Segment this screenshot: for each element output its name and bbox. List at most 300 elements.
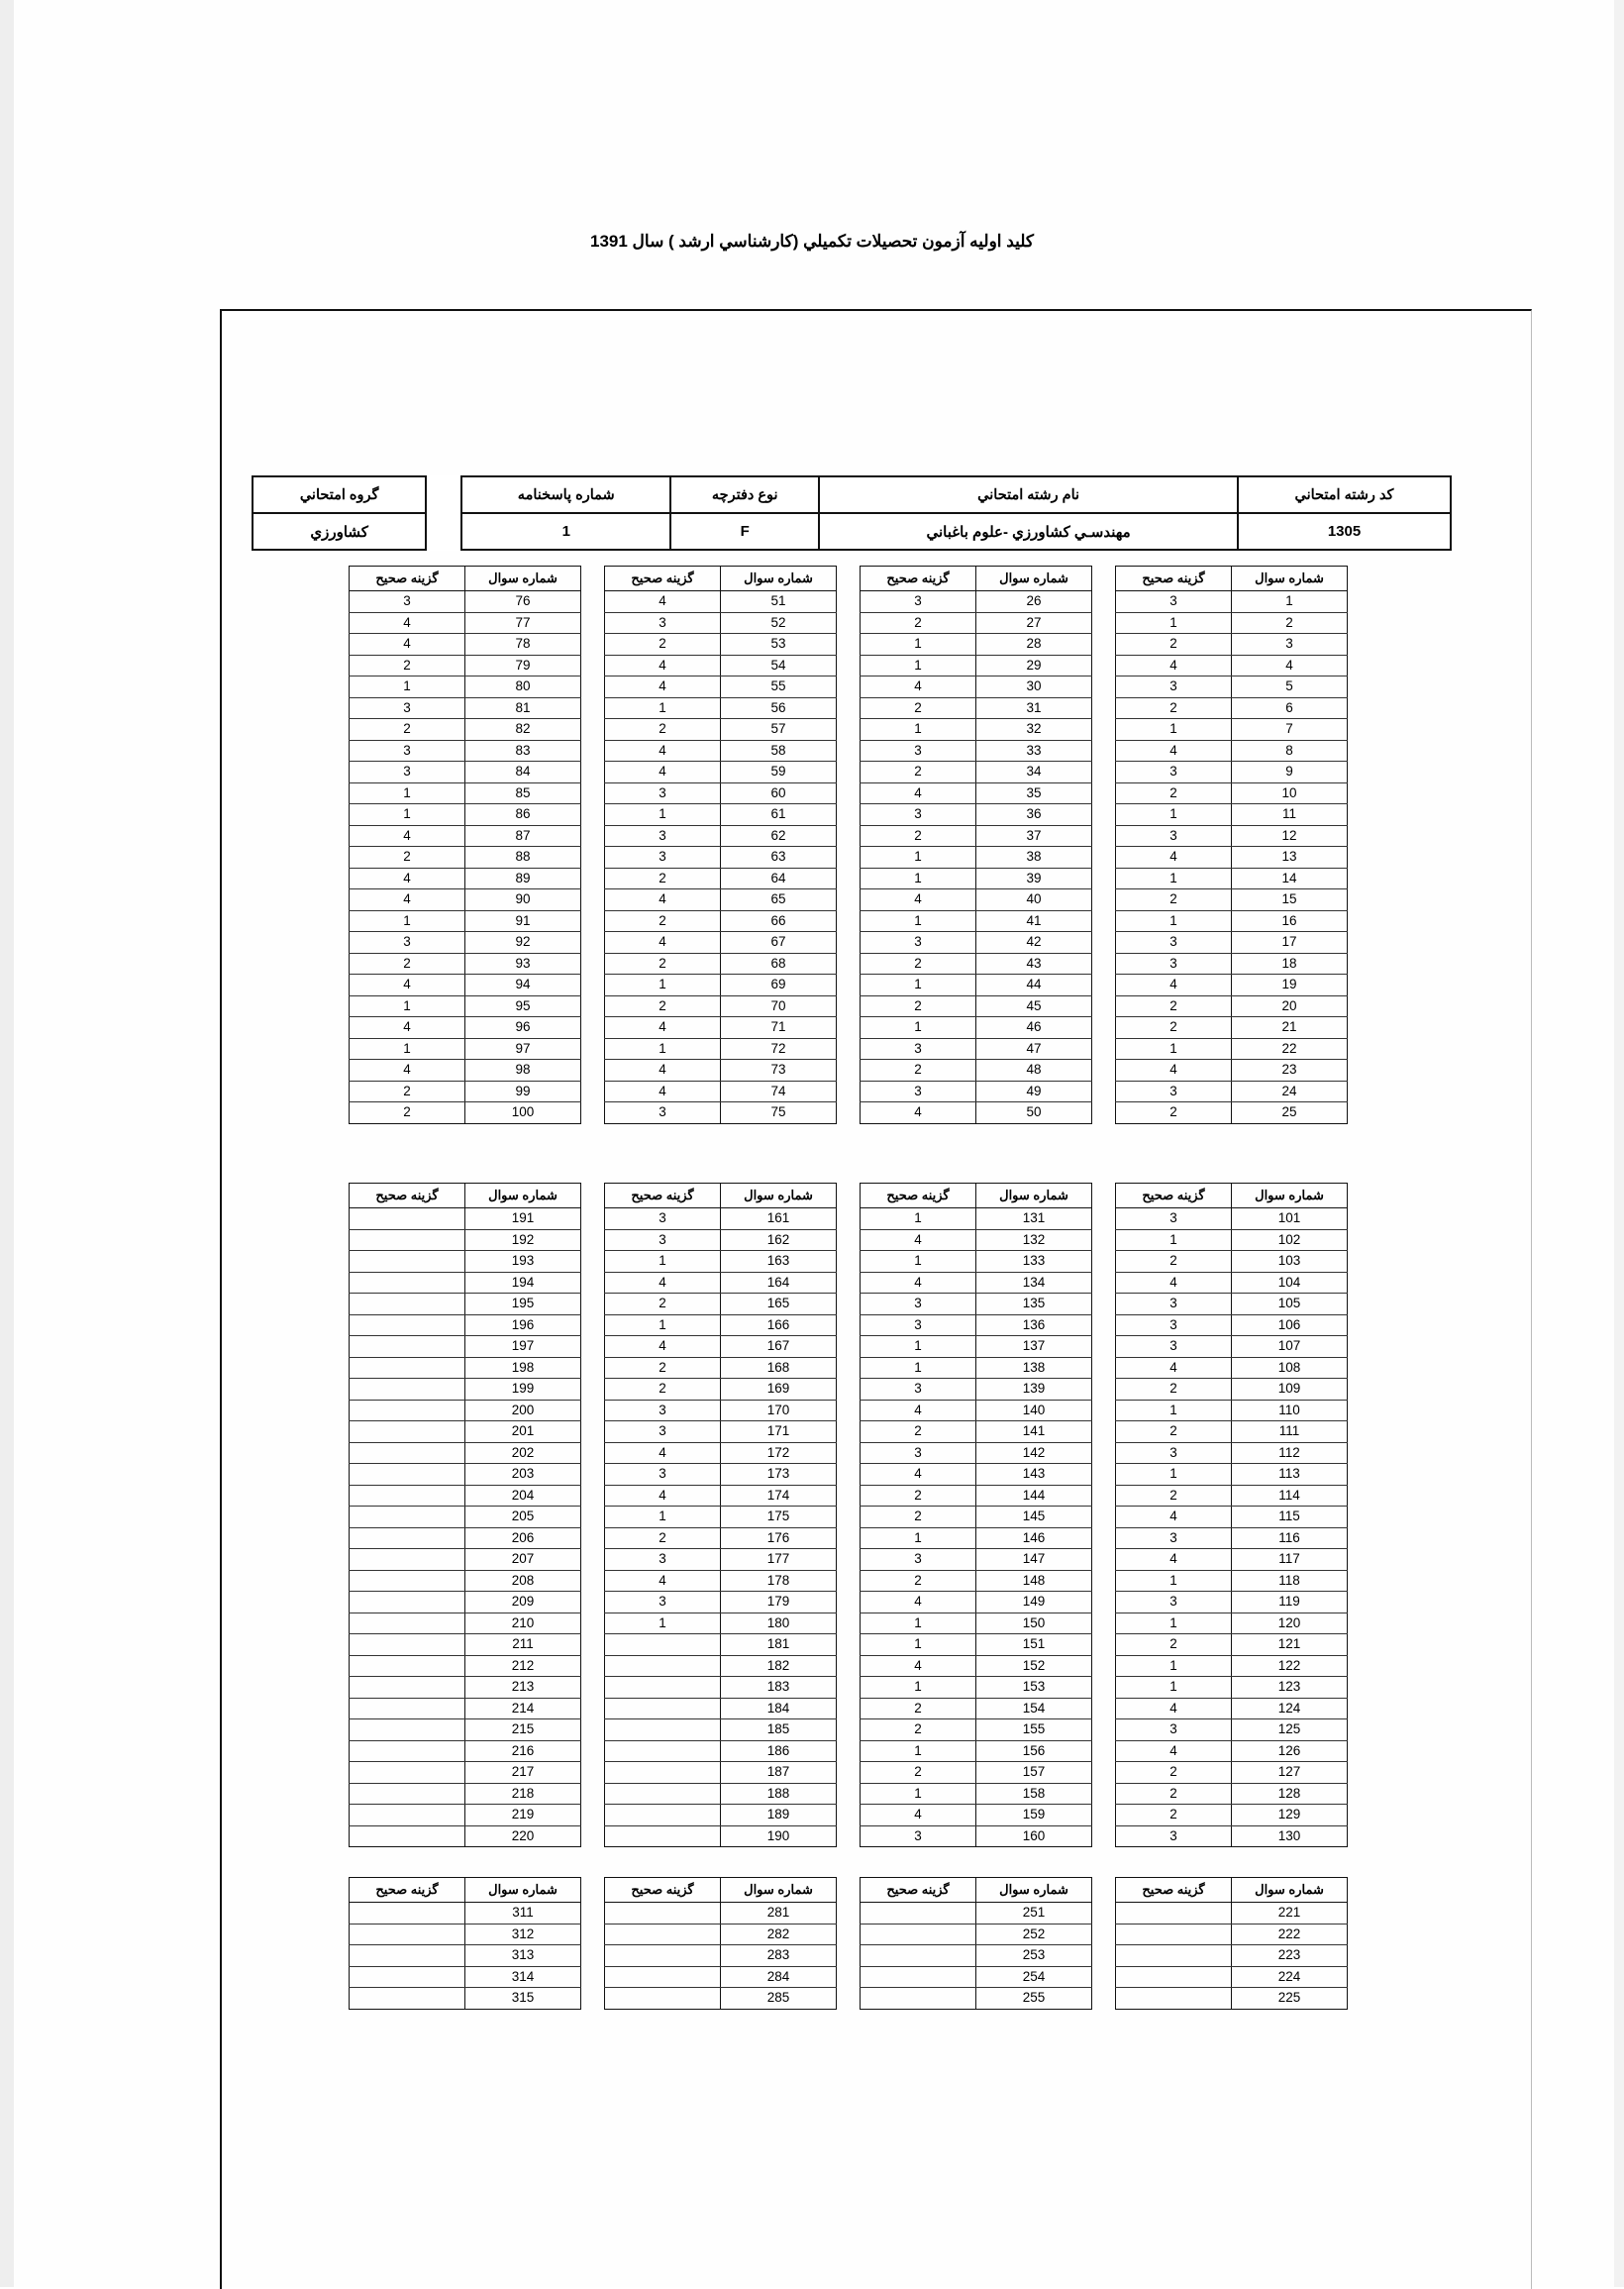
correct-option-cell: 3 bbox=[605, 1421, 721, 1443]
question-number-cell: 169 bbox=[721, 1379, 837, 1401]
question-number-cell: 41 bbox=[976, 910, 1092, 932]
table-row bbox=[1116, 1208, 1348, 1230]
table-row bbox=[605, 1783, 837, 1805]
correct-option-cell: 3 bbox=[605, 1102, 721, 1124]
question-number-cell: 88 bbox=[465, 847, 581, 869]
table-row bbox=[1116, 1634, 1348, 1656]
correct-option-cell: 3 bbox=[1116, 1314, 1232, 1336]
correct-option-cell: 2 bbox=[861, 995, 976, 1017]
correct-option-cell: 2 bbox=[605, 995, 721, 1017]
table-row bbox=[605, 1060, 837, 1082]
question-number-cell: 80 bbox=[465, 676, 581, 698]
correct-option-cell: 4 bbox=[861, 1655, 976, 1677]
question-number-cell: 126 bbox=[1232, 1740, 1348, 1762]
table-row bbox=[350, 1945, 581, 1967]
table-row bbox=[1116, 762, 1348, 783]
correct-option-cell bbox=[861, 1988, 976, 2010]
correct-option-cell: 3 bbox=[861, 1314, 976, 1336]
table-row bbox=[861, 1762, 1092, 1784]
correct-option-cell: 1 bbox=[350, 676, 465, 698]
correct-option-cell bbox=[350, 1698, 465, 1719]
question-number-cell: 116 bbox=[1232, 1527, 1348, 1549]
table-row bbox=[1116, 1272, 1348, 1294]
table-row bbox=[1116, 1464, 1348, 1486]
table-row bbox=[1116, 740, 1348, 762]
table-row bbox=[350, 1229, 581, 1251]
question-number-cell: 58 bbox=[721, 740, 837, 762]
table-row bbox=[1116, 804, 1348, 826]
question-number-cell: 26 bbox=[976, 591, 1092, 613]
table-row bbox=[1116, 1924, 1348, 1945]
question-number-cell: 90 bbox=[465, 889, 581, 911]
header-gap-2 bbox=[426, 513, 461, 550]
question-number-cell: 38 bbox=[976, 847, 1092, 869]
table-row bbox=[861, 1924, 1092, 1945]
answer-column bbox=[604, 1877, 837, 2010]
question-number-cell: 200 bbox=[465, 1400, 581, 1421]
correct-option-cell: 4 bbox=[350, 975, 465, 996]
question-number-cell: 178 bbox=[721, 1570, 837, 1592]
table-row bbox=[1116, 1698, 1348, 1719]
table-row bbox=[1116, 1336, 1348, 1358]
table-row bbox=[605, 1903, 837, 1925]
question-number-cell: 114 bbox=[1232, 1485, 1348, 1507]
question-number-cell: 21 bbox=[1232, 1017, 1348, 1039]
correct-option-cell bbox=[350, 1294, 465, 1315]
table-row bbox=[605, 782, 837, 804]
table-row bbox=[350, 1081, 581, 1102]
correct-option-cell bbox=[350, 1464, 465, 1486]
question-number-cell: 315 bbox=[465, 1988, 581, 2010]
correct-option-cell: 3 bbox=[605, 1400, 721, 1421]
correct-option-cell: 4 bbox=[1116, 1357, 1232, 1379]
question-number-cell: 215 bbox=[465, 1719, 581, 1741]
label-answersheet-number: شماره پاسخنامه bbox=[461, 476, 670, 513]
correct-option-cell: 3 bbox=[861, 932, 976, 954]
question-number-cell: 159 bbox=[976, 1805, 1092, 1826]
correct-option-cell bbox=[350, 1903, 465, 1925]
table-row bbox=[350, 1966, 581, 1988]
question-number-cell: 137 bbox=[976, 1336, 1092, 1358]
question-number-cell: 255 bbox=[976, 1988, 1092, 2010]
correct-option-cell bbox=[605, 1740, 721, 1762]
correct-option-cell bbox=[605, 1988, 721, 2010]
question-number-cell: 15 bbox=[1232, 889, 1348, 911]
table-row bbox=[350, 1988, 581, 2010]
table-row bbox=[1116, 697, 1348, 719]
table-row bbox=[605, 1527, 837, 1549]
column-header-answer: گزينه صحيح bbox=[1116, 567, 1232, 591]
table-row bbox=[861, 762, 1092, 783]
correct-option-cell: 4 bbox=[605, 591, 721, 613]
question-number-cell: 23 bbox=[1232, 1060, 1348, 1082]
table-row bbox=[1116, 1294, 1348, 1315]
question-number-cell: 102 bbox=[1232, 1229, 1348, 1251]
question-number-cell: 56 bbox=[721, 697, 837, 719]
answer-key-table bbox=[349, 1877, 581, 2010]
table-row bbox=[605, 1314, 837, 1336]
answer-column bbox=[604, 566, 837, 1124]
correct-option-cell: 3 bbox=[605, 1208, 721, 1230]
table-row bbox=[605, 953, 837, 975]
table-row bbox=[1116, 1527, 1348, 1549]
question-number-cell: 45 bbox=[976, 995, 1092, 1017]
correct-option-cell bbox=[350, 1357, 465, 1379]
table-row bbox=[1116, 953, 1348, 975]
column-header-question: شماره سوال bbox=[976, 567, 1092, 591]
value-field-code: 1305 bbox=[1238, 513, 1451, 550]
question-number-cell: 46 bbox=[976, 1017, 1092, 1039]
column-header-question: شماره سوال bbox=[721, 567, 837, 591]
question-number-cell: 42 bbox=[976, 932, 1092, 954]
question-number-cell: 158 bbox=[976, 1783, 1092, 1805]
correct-option-cell: 1 bbox=[1116, 1038, 1232, 1060]
correct-option-cell bbox=[350, 1762, 465, 1784]
table-row bbox=[1116, 719, 1348, 741]
table-row bbox=[605, 1081, 837, 1102]
question-number-cell: 84 bbox=[465, 762, 581, 783]
question-number-cell: 117 bbox=[1232, 1549, 1348, 1571]
table-row bbox=[350, 1634, 581, 1656]
question-number-cell: 199 bbox=[465, 1379, 581, 1401]
correct-option-cell: 3 bbox=[861, 1379, 976, 1401]
correct-option-cell: 3 bbox=[861, 740, 976, 762]
question-number-cell: 7 bbox=[1232, 719, 1348, 741]
question-number-cell: 172 bbox=[721, 1442, 837, 1464]
question-number-cell: 197 bbox=[465, 1336, 581, 1358]
correct-option-cell: 4 bbox=[350, 634, 465, 656]
question-number-cell: 112 bbox=[1232, 1442, 1348, 1464]
question-number-cell: 189 bbox=[721, 1805, 837, 1826]
correct-option-cell: 2 bbox=[1116, 697, 1232, 719]
question-number-cell: 27 bbox=[976, 612, 1092, 634]
table-row bbox=[350, 655, 581, 676]
question-number-cell: 4 bbox=[1232, 655, 1348, 676]
question-number-cell: 107 bbox=[1232, 1336, 1348, 1358]
correct-option-cell: 2 bbox=[1116, 1251, 1232, 1273]
correct-option-cell: 3 bbox=[1116, 953, 1232, 975]
table-row bbox=[605, 1634, 837, 1656]
table-row bbox=[1116, 1903, 1348, 1925]
correct-option-cell: 1 bbox=[861, 719, 976, 741]
question-number-cell: 207 bbox=[465, 1549, 581, 1571]
table-row bbox=[605, 1421, 837, 1443]
table-row bbox=[1116, 825, 1348, 847]
table-row bbox=[861, 1592, 1092, 1613]
table-row bbox=[861, 1677, 1092, 1699]
correct-option-cell: 1 bbox=[861, 1634, 976, 1656]
table-row bbox=[861, 910, 1092, 932]
correct-option-cell: 3 bbox=[605, 847, 721, 869]
table-row bbox=[605, 697, 837, 719]
question-number-cell: 129 bbox=[1232, 1805, 1348, 1826]
correct-option-cell: 2 bbox=[861, 1421, 976, 1443]
table-row bbox=[605, 1592, 837, 1613]
table-row bbox=[1116, 868, 1348, 889]
question-number-cell: 71 bbox=[721, 1017, 837, 1039]
question-number-cell: 283 bbox=[721, 1945, 837, 1967]
question-number-cell: 216 bbox=[465, 1740, 581, 1762]
question-number-cell: 43 bbox=[976, 953, 1092, 975]
table-row bbox=[605, 1464, 837, 1486]
question-number-cell: 29 bbox=[976, 655, 1092, 676]
correct-option-cell: 2 bbox=[605, 1357, 721, 1379]
table-row bbox=[350, 889, 581, 911]
table-row bbox=[605, 1400, 837, 1421]
correct-option-cell: 2 bbox=[861, 1698, 976, 1719]
correct-option-cell: 3 bbox=[861, 804, 976, 826]
correct-option-cell: 2 bbox=[350, 953, 465, 975]
question-number-cell: 254 bbox=[976, 1966, 1092, 1988]
answer-key-table bbox=[349, 1183, 581, 1847]
answer-key-table bbox=[1115, 566, 1348, 1124]
correct-option-cell: 4 bbox=[605, 1060, 721, 1082]
answer-column bbox=[860, 566, 1092, 1124]
table-row bbox=[861, 825, 1092, 847]
column-header-answer: گزينه صحيح bbox=[605, 1184, 721, 1208]
question-number-cell: 311 bbox=[465, 1903, 581, 1925]
table-row bbox=[605, 1272, 837, 1294]
question-number-cell: 141 bbox=[976, 1421, 1092, 1443]
correct-option-cell: 1 bbox=[1116, 1464, 1232, 1486]
question-number-cell: 151 bbox=[976, 1634, 1092, 1656]
question-number-cell: 101 bbox=[1232, 1208, 1348, 1230]
question-number-cell: 150 bbox=[976, 1613, 1092, 1634]
correct-option-cell bbox=[350, 1805, 465, 1826]
correct-option-cell: 1 bbox=[861, 1677, 976, 1699]
question-number-cell: 253 bbox=[976, 1945, 1092, 1967]
question-number-cell: 94 bbox=[465, 975, 581, 996]
table-row bbox=[350, 782, 581, 804]
question-number-cell: 213 bbox=[465, 1677, 581, 1699]
answer-column bbox=[860, 1877, 1092, 2010]
question-number-cell: 53 bbox=[721, 634, 837, 656]
table-row bbox=[1116, 910, 1348, 932]
table-row bbox=[350, 1507, 581, 1528]
table-row bbox=[605, 634, 837, 656]
correct-option-cell bbox=[605, 1783, 721, 1805]
correct-option-cell bbox=[1116, 1966, 1232, 1988]
question-number-cell: 205 bbox=[465, 1507, 581, 1528]
column-header-question: شماره سوال bbox=[465, 1878, 581, 1903]
table-row bbox=[605, 1379, 837, 1401]
correct-option-cell: 1 bbox=[861, 1251, 976, 1273]
correct-option-cell: 4 bbox=[350, 1017, 465, 1039]
correct-option-cell: 1 bbox=[861, 975, 976, 996]
question-number-cell: 100 bbox=[465, 1102, 581, 1124]
correct-option-cell: 3 bbox=[605, 612, 721, 634]
table-row bbox=[605, 825, 837, 847]
table-row bbox=[605, 1570, 837, 1592]
table-row bbox=[861, 1421, 1092, 1443]
question-number-cell: 135 bbox=[976, 1294, 1092, 1315]
correct-option-cell: 3 bbox=[861, 1549, 976, 1571]
value-answersheet-number: 1 bbox=[461, 513, 670, 550]
question-number-cell: 160 bbox=[976, 1825, 1092, 1847]
table-row bbox=[605, 889, 837, 911]
correct-option-cell: 2 bbox=[1116, 1485, 1232, 1507]
correct-option-cell bbox=[350, 1442, 465, 1464]
answer-key-table bbox=[604, 1877, 837, 2010]
correct-option-cell: 1 bbox=[605, 1251, 721, 1273]
correct-option-cell bbox=[350, 1966, 465, 1988]
table-row bbox=[605, 762, 837, 783]
question-number-cell: 251 bbox=[976, 1903, 1092, 1925]
table-row bbox=[1116, 1570, 1348, 1592]
table-row bbox=[861, 932, 1092, 954]
correct-option-cell: 3 bbox=[1116, 1592, 1232, 1613]
question-number-cell: 82 bbox=[465, 719, 581, 741]
answer-block-3 bbox=[349, 1877, 1348, 2010]
column-header-answer: گزينه صحيح bbox=[605, 567, 721, 591]
correct-option-cell: 2 bbox=[861, 762, 976, 783]
correct-option-cell: 4 bbox=[1116, 1272, 1232, 1294]
answer-block-1 bbox=[349, 566, 1348, 1124]
table-row bbox=[350, 975, 581, 996]
table-row bbox=[1116, 1485, 1348, 1507]
question-number-cell: 314 bbox=[465, 1966, 581, 1988]
question-number-cell: 33 bbox=[976, 740, 1092, 762]
question-number-cell: 166 bbox=[721, 1314, 837, 1336]
question-number-cell: 222 bbox=[1232, 1924, 1348, 1945]
correct-option-cell: 3 bbox=[1116, 1294, 1232, 1315]
correct-option-cell bbox=[350, 1400, 465, 1421]
table-row bbox=[1116, 1251, 1348, 1273]
question-number-cell: 12 bbox=[1232, 825, 1348, 847]
question-number-cell: 9 bbox=[1232, 762, 1348, 783]
question-number-cell: 68 bbox=[721, 953, 837, 975]
correct-option-cell: 2 bbox=[861, 1060, 976, 1082]
question-number-cell: 223 bbox=[1232, 1945, 1348, 1967]
question-number-cell: 146 bbox=[976, 1527, 1092, 1549]
correct-option-cell bbox=[861, 1945, 976, 1967]
table-row bbox=[861, 1783, 1092, 1805]
table-row bbox=[861, 1507, 1092, 1528]
correct-option-cell: 4 bbox=[605, 1442, 721, 1464]
correct-option-cell: 2 bbox=[350, 1081, 465, 1102]
correct-option-cell: 3 bbox=[1116, 1527, 1232, 1549]
table-row bbox=[1116, 932, 1348, 954]
value-exam-group: كشاورزي bbox=[253, 513, 426, 550]
table-row bbox=[350, 1740, 581, 1762]
table-row bbox=[605, 868, 837, 889]
correct-option-cell: 2 bbox=[1116, 1783, 1232, 1805]
correct-option-cell: 2 bbox=[1116, 1421, 1232, 1443]
table-row bbox=[605, 1825, 837, 1847]
question-number-cell: 91 bbox=[465, 910, 581, 932]
question-number-cell: 104 bbox=[1232, 1272, 1348, 1294]
label-field-name: نام رشته امتحاني bbox=[819, 476, 1238, 513]
table-row bbox=[861, 1442, 1092, 1464]
answer-key-table bbox=[604, 1183, 837, 1847]
table-row bbox=[1116, 1613, 1348, 1634]
correct-option-cell: 1 bbox=[861, 634, 976, 656]
correct-option-cell bbox=[605, 1945, 721, 1967]
table-row bbox=[1116, 889, 1348, 911]
correct-option-cell bbox=[350, 1740, 465, 1762]
column-header-answer: گزينه صحيح bbox=[605, 1878, 721, 1903]
answer-block-2 bbox=[349, 1183, 1348, 1847]
correct-option-cell bbox=[350, 1336, 465, 1358]
value-field-name: مهندسـي كشاورزي -علوم باغباني bbox=[819, 513, 1238, 550]
correct-option-cell: 2 bbox=[861, 1570, 976, 1592]
table-row bbox=[350, 1017, 581, 1039]
correct-option-cell: 3 bbox=[605, 1592, 721, 1613]
table-row bbox=[350, 868, 581, 889]
answer-column bbox=[349, 1877, 581, 2010]
question-number-cell: 17 bbox=[1232, 932, 1348, 954]
table-row bbox=[350, 676, 581, 698]
question-number-cell: 97 bbox=[465, 1038, 581, 1060]
table-row bbox=[605, 1924, 837, 1945]
correct-option-cell: 4 bbox=[861, 1272, 976, 1294]
correct-option-cell: 4 bbox=[350, 1060, 465, 1082]
table-row bbox=[1116, 1945, 1348, 1967]
table-row bbox=[605, 1655, 837, 1677]
column-header-answer: گزينه صحيح bbox=[350, 567, 465, 591]
table-row bbox=[1116, 591, 1348, 613]
table-row bbox=[350, 1464, 581, 1486]
question-number-cell: 282 bbox=[721, 1924, 837, 1945]
question-number-cell: 63 bbox=[721, 847, 837, 869]
correct-option-cell: 4 bbox=[1116, 1549, 1232, 1571]
table-row bbox=[350, 1251, 581, 1273]
correct-option-cell: 1 bbox=[350, 910, 465, 932]
correct-option-cell bbox=[350, 1314, 465, 1336]
table-row bbox=[1116, 1805, 1348, 1826]
question-number-cell: 191 bbox=[465, 1208, 581, 1230]
question-number-cell: 113 bbox=[1232, 1464, 1348, 1486]
question-number-cell: 98 bbox=[465, 1060, 581, 1082]
correct-option-cell: 1 bbox=[1116, 1400, 1232, 1421]
correct-option-cell: 4 bbox=[861, 676, 976, 698]
exam-info-table bbox=[252, 475, 1452, 551]
question-number-cell: 115 bbox=[1232, 1507, 1348, 1528]
column-header-question: شماره سوال bbox=[721, 1184, 837, 1208]
table-row bbox=[861, 1903, 1092, 1925]
table-row bbox=[605, 995, 837, 1017]
correct-option-cell: 2 bbox=[861, 1762, 976, 1784]
question-number-cell: 122 bbox=[1232, 1655, 1348, 1677]
correct-option-cell: 1 bbox=[1116, 1613, 1232, 1634]
question-number-cell: 164 bbox=[721, 1272, 837, 1294]
table-row bbox=[861, 655, 1092, 676]
correct-option-cell: 4 bbox=[1116, 1060, 1232, 1082]
answer-column bbox=[349, 566, 581, 1124]
question-number-cell: 67 bbox=[721, 932, 837, 954]
table-row bbox=[861, 740, 1092, 762]
table-row bbox=[861, 1229, 1092, 1251]
table-row bbox=[861, 1272, 1092, 1294]
table-row bbox=[350, 1527, 581, 1549]
table-row bbox=[350, 762, 581, 783]
question-number-cell: 61 bbox=[721, 804, 837, 826]
table-row bbox=[1116, 1966, 1348, 1988]
correct-option-cell: 4 bbox=[861, 1592, 976, 1613]
correct-option-cell: 3 bbox=[861, 1081, 976, 1102]
table-row bbox=[861, 1805, 1092, 1826]
question-number-cell: 14 bbox=[1232, 868, 1348, 889]
question-number-cell: 121 bbox=[1232, 1634, 1348, 1656]
question-number-cell: 211 bbox=[465, 1634, 581, 1656]
question-number-cell: 118 bbox=[1232, 1570, 1348, 1592]
correct-option-cell: 3 bbox=[605, 1464, 721, 1486]
correct-option-cell: 1 bbox=[861, 1740, 976, 1762]
question-number-cell: 120 bbox=[1232, 1613, 1348, 1634]
correct-option-cell: 2 bbox=[861, 1719, 976, 1741]
table-row bbox=[1116, 655, 1348, 676]
question-number-cell: 16 bbox=[1232, 910, 1348, 932]
